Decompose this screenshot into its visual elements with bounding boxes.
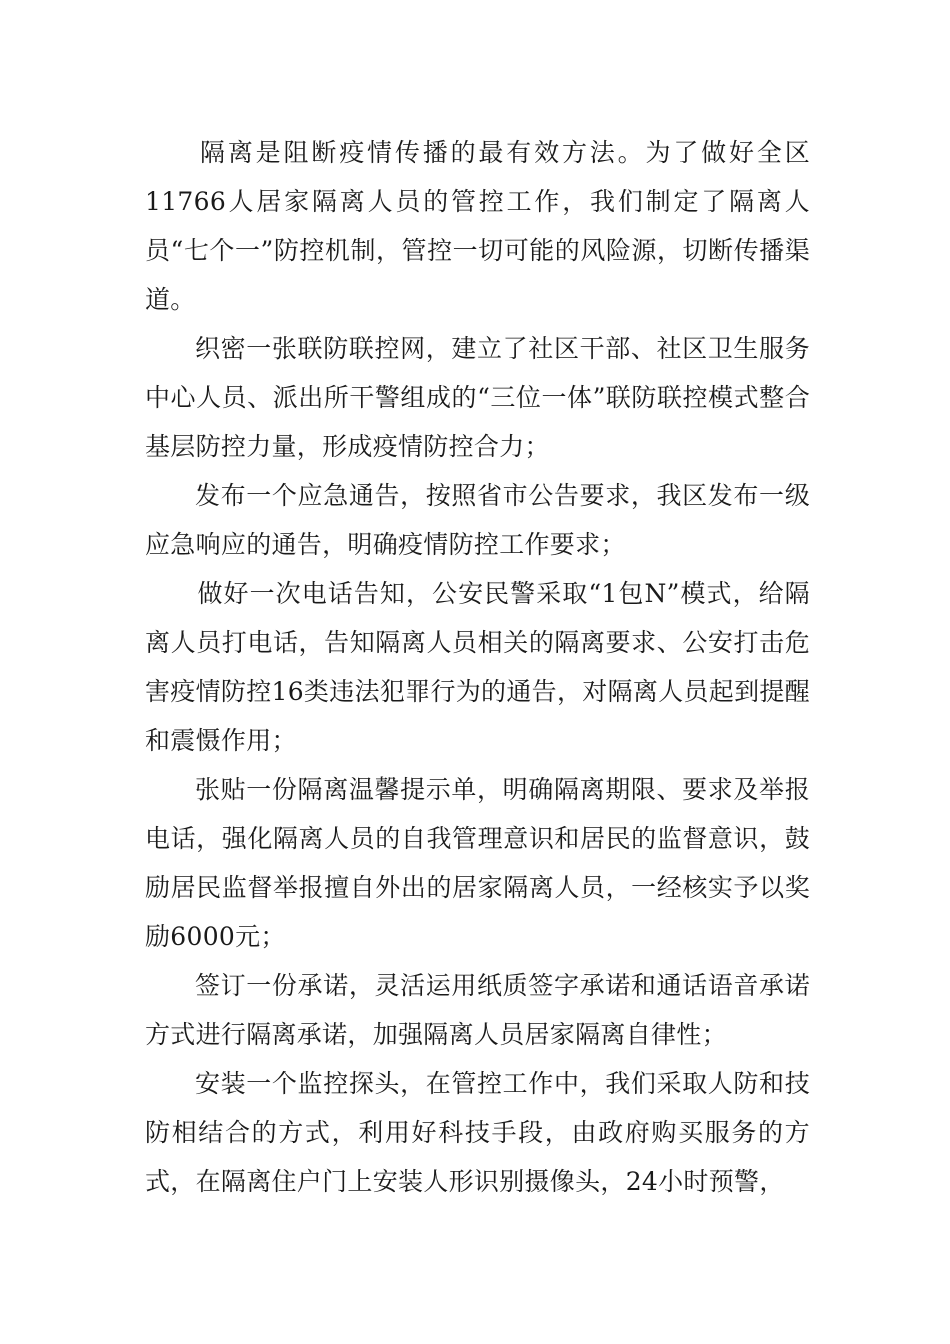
paragraph-commitment: 签订一份承诺，灵活运用纸质签字承诺和通话语音承诺方式进行隔离承诺，加强隔离人员居家隔离自律性；	[145, 971, 810, 1049]
paragraph-joint-control-network: 织密一张联防联控网，建立了社区干部、社区卫生服务中心人员、派出所干警组成的“三位一体”联防联控模式整合基层防控力量，形成疫情防控合力；	[145, 334, 810, 461]
document-body	[145, 128, 810, 1206]
paragraph-reminder-sheet: 张贴一份隔离温馨提示单，明确隔离期限、要求及举报电话，强化隔离人员的自我管理意识和居民的监督意识，鼓励居民监督举报擅自外出的居家隔离人员，一经核实予以奖励6000元；	[145, 775, 810, 951]
paragraph-phone-notification: 做好一次电话告知，公安民警采取“1包N”模式，给隔离人员打电话，告知隔离人员相关的隔离要求、公安打击危害疫情防控16类违法犯罪行为的通告，对隔离人员起到提醒和震慑作用；	[145, 579, 810, 755]
paragraph-intro: 隔离是阻断疫情传播的最有效方法。为了做好全区11766人居家隔离人员的管控工作，我们制定了隔离人员“七个一”防控机制，管控一切可能的风险源，切断传播渠道。	[145, 138, 810, 314]
paragraph-camera-install: 安装一个监控探头，在管控工作中，我们采取人防和技防相结合的方式，利用好科技手段，由政府购买服务的方式，在隔离住户门上安装人形识别摄像头，24小时预警，	[145, 1069, 810, 1196]
paragraph-emergency-notice: 发布一个应急通告，按照省市公告要求，我区发布一级应急响应的通告，明确疫情防控工作要求；	[145, 481, 810, 559]
